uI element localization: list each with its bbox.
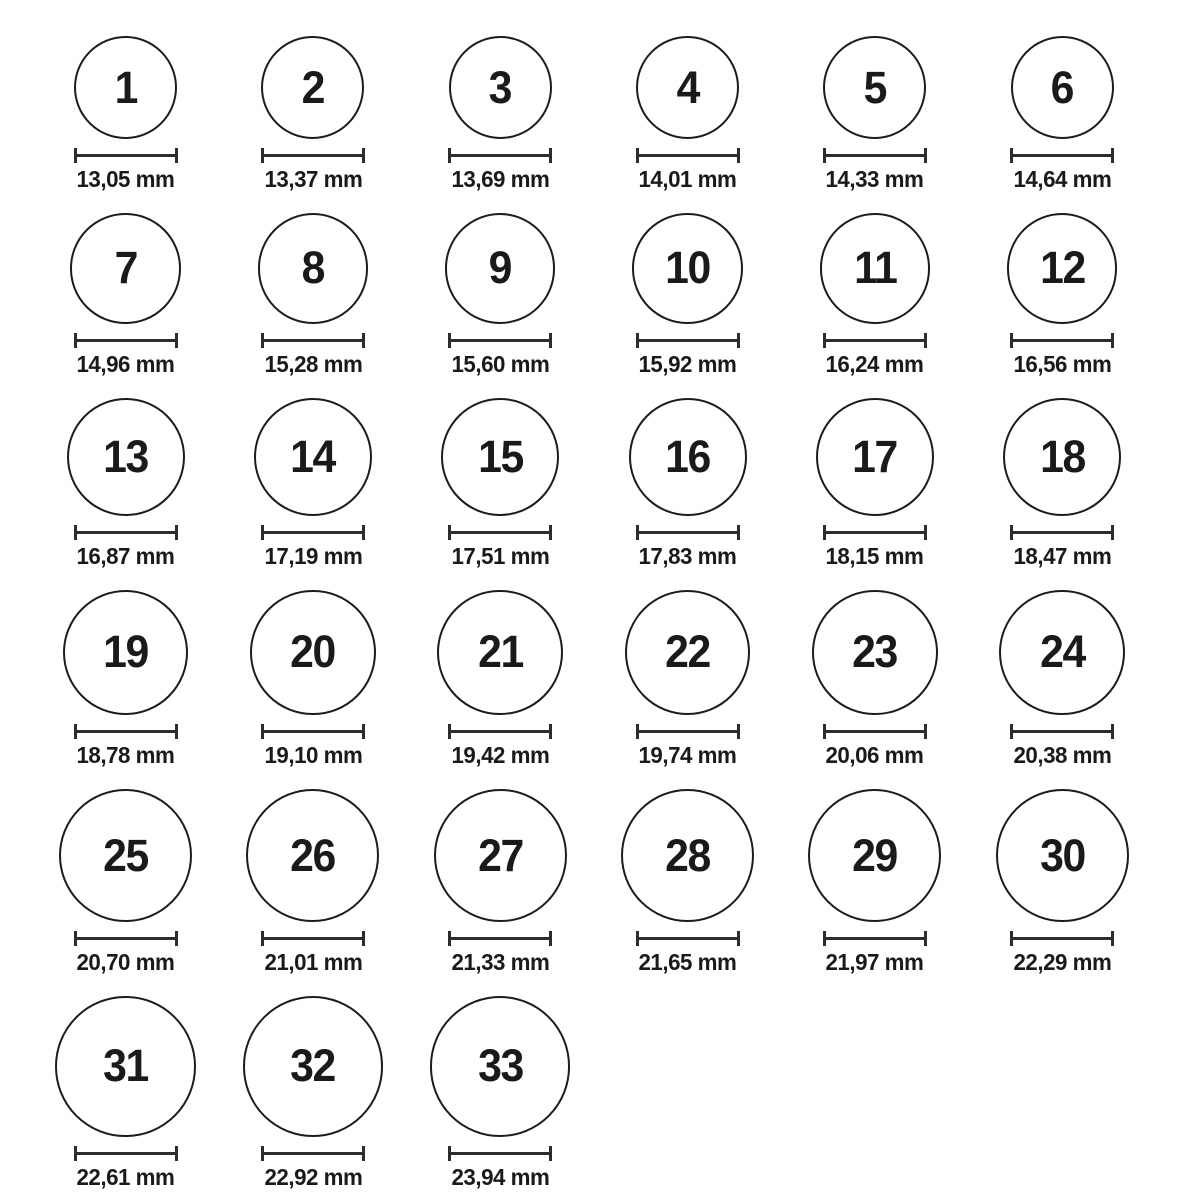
ring-size-number: 4 bbox=[676, 61, 699, 113]
diameter-measure-line bbox=[636, 333, 740, 348]
diameter-measure-line bbox=[823, 333, 927, 348]
ring-size-number: 7 bbox=[114, 242, 137, 294]
ring-size-item bbox=[968, 590, 1155, 770]
diameter-measure-line bbox=[636, 148, 740, 163]
ring-circle bbox=[812, 590, 938, 716]
diameter-label: 14,01 mm bbox=[638, 166, 737, 192]
diameter-bar bbox=[77, 937, 175, 940]
ring-size-row bbox=[32, 398, 1200, 570]
ring-size-number: 24 bbox=[1039, 626, 1085, 678]
ring-size-item bbox=[407, 398, 594, 570]
diameter-label: 16,24 mm bbox=[825, 350, 924, 377]
ring-circle bbox=[250, 590, 376, 716]
diameter-label: 13,69 mm bbox=[451, 166, 550, 192]
ring-circle bbox=[449, 36, 552, 139]
diameter-measure-line bbox=[448, 148, 552, 163]
diameter-label: 16,87 mm bbox=[76, 542, 175, 569]
ring-circle bbox=[59, 789, 192, 922]
diameter-label: 22,92 mm bbox=[264, 1163, 362, 1190]
ring-size-number: 18 bbox=[1039, 430, 1085, 482]
ring-size-item bbox=[968, 789, 1155, 976]
ring-circle bbox=[63, 590, 189, 716]
ring-size-item bbox=[32, 398, 219, 570]
ring-size-row bbox=[32, 213, 1200, 378]
diameter-measure-line bbox=[74, 1146, 178, 1161]
ring-size-number: 2 bbox=[301, 61, 325, 113]
ring-size-item bbox=[219, 36, 406, 193]
diameter-measure-line bbox=[636, 724, 740, 739]
ring-circle bbox=[437, 590, 563, 716]
diameter-label: 21,01 mm bbox=[264, 949, 362, 975]
ring-size-item bbox=[407, 213, 594, 378]
ring-size-item bbox=[32, 789, 219, 976]
ring-circle bbox=[70, 213, 181, 324]
diameter-measure-line bbox=[823, 724, 927, 739]
ring-size-number: 25 bbox=[103, 829, 148, 881]
ring-size-number: 6 bbox=[1050, 61, 1074, 113]
ring-size-item bbox=[781, 213, 968, 378]
diameter-measure-line bbox=[823, 931, 927, 946]
ring-size-number: 10 bbox=[665, 242, 710, 294]
ring-circle bbox=[441, 398, 559, 516]
ring-circle bbox=[823, 36, 926, 139]
diameter-bar bbox=[451, 937, 549, 940]
ring-size-number: 9 bbox=[489, 242, 512, 294]
diameter-bar bbox=[77, 1152, 175, 1155]
diameter-measure-line bbox=[74, 931, 178, 946]
ring-size-item bbox=[594, 213, 781, 378]
ring-circle bbox=[816, 398, 934, 516]
ring-size-item bbox=[32, 590, 219, 770]
diameter-measure-line bbox=[74, 148, 178, 163]
ring-size-number: 20 bbox=[290, 626, 336, 678]
diameter-measure-line bbox=[636, 931, 740, 946]
diameter-bar bbox=[639, 937, 737, 940]
ring-size-item bbox=[32, 36, 219, 193]
ring-size-number: 11 bbox=[853, 242, 896, 294]
diameter-label: 14,64 mm bbox=[1013, 166, 1112, 192]
ring-size-number: 5 bbox=[863, 61, 887, 113]
diameter-measure-line bbox=[823, 148, 927, 163]
diameter-measure-line bbox=[261, 333, 365, 348]
ring-size-item bbox=[32, 213, 219, 378]
diameter-bar bbox=[1013, 154, 1111, 157]
ring-circle bbox=[999, 590, 1125, 716]
diameter-measure-line bbox=[1010, 148, 1114, 163]
ring-circle bbox=[55, 996, 196, 1137]
ring-circle bbox=[636, 36, 739, 139]
diameter-measure-line bbox=[448, 724, 552, 739]
diameter-measure-line bbox=[74, 525, 178, 540]
ring-circle bbox=[621, 789, 754, 922]
diameter-bar bbox=[1013, 730, 1111, 733]
ring-size-number: 3 bbox=[489, 61, 512, 113]
ring-circle bbox=[1007, 213, 1118, 324]
ring-size-number: 12 bbox=[1039, 242, 1085, 294]
diameter-bar bbox=[1013, 339, 1111, 342]
diameter-measure-line bbox=[448, 931, 552, 946]
diameter-label: 21,97 mm bbox=[825, 949, 924, 975]
ring-circle bbox=[632, 213, 743, 324]
diameter-label: 20,70 mm bbox=[76, 949, 175, 975]
diameter-label: 18,78 mm bbox=[76, 742, 175, 768]
ring-size-item bbox=[781, 590, 968, 770]
diameter-label: 21,65 mm bbox=[638, 949, 737, 975]
diameter-label: 17,83 mm bbox=[638, 542, 737, 569]
diameter-label: 15,92 mm bbox=[638, 350, 737, 377]
ring-size-item bbox=[781, 398, 968, 570]
ring-size-item bbox=[781, 36, 968, 193]
diameter-bar bbox=[264, 154, 362, 157]
ring-size-number: 23 bbox=[852, 626, 898, 678]
ring-size-item bbox=[968, 213, 1155, 378]
diameter-label: 17,19 mm bbox=[264, 542, 362, 569]
diameter-measure-line bbox=[1010, 333, 1114, 348]
ring-size-number: 27 bbox=[477, 829, 523, 881]
ring-size-number: 30 bbox=[1039, 829, 1085, 881]
diameter-bar bbox=[639, 531, 737, 534]
diameter-label: 19,42 mm bbox=[451, 742, 550, 768]
ring-circle bbox=[74, 36, 177, 139]
diameter-measure-line bbox=[261, 1146, 365, 1161]
ring-size-row bbox=[32, 36, 1200, 193]
ring-size-item bbox=[594, 398, 781, 570]
ring-circle bbox=[1011, 36, 1114, 139]
diameter-label: 17,51 mm bbox=[451, 542, 550, 569]
ring-circle bbox=[625, 590, 751, 716]
diameter-bar bbox=[264, 937, 362, 940]
ring-size-number: 33 bbox=[477, 1040, 523, 1092]
diameter-bar bbox=[639, 339, 737, 342]
ring-size-item bbox=[781, 789, 968, 976]
diameter-bar bbox=[451, 1152, 549, 1155]
diameter-bar bbox=[264, 1152, 362, 1155]
diameter-bar bbox=[826, 339, 924, 342]
ring-circle bbox=[434, 789, 567, 922]
ring-size-item bbox=[32, 996, 219, 1191]
diameter-label: 20,06 mm bbox=[825, 742, 924, 768]
diameter-bar bbox=[826, 937, 924, 940]
diameter-label: 20,38 mm bbox=[1013, 742, 1112, 768]
ring-size-item bbox=[594, 590, 781, 770]
ring-size-item bbox=[219, 213, 406, 378]
diameter-measure-line bbox=[448, 1146, 552, 1161]
diameter-label: 13,37 mm bbox=[264, 166, 362, 192]
ring-size-item bbox=[219, 996, 406, 1191]
diameter-bar bbox=[451, 339, 549, 342]
diameter-label: 19,10 mm bbox=[264, 742, 362, 768]
ring-size-number: 32 bbox=[290, 1040, 336, 1092]
ring-size-number: 16 bbox=[665, 430, 710, 482]
ring-size-item bbox=[407, 789, 594, 976]
diameter-measure-line bbox=[448, 525, 552, 540]
ring-circle bbox=[996, 789, 1129, 922]
ring-circle bbox=[1003, 398, 1121, 516]
diameter-measure-line bbox=[1010, 525, 1114, 540]
diameter-bar bbox=[639, 154, 737, 157]
diameter-label: 21,33 mm bbox=[451, 949, 550, 975]
ring-size-item bbox=[968, 398, 1155, 570]
diameter-label: 14,96 mm bbox=[76, 350, 175, 377]
diameter-bar bbox=[77, 730, 175, 733]
diameter-label: 22,61 mm bbox=[76, 1163, 175, 1190]
ring-size-number: 28 bbox=[665, 829, 710, 881]
diameter-label: 16,56 mm bbox=[1013, 350, 1112, 377]
ring-size-number: 14 bbox=[290, 430, 336, 482]
diameter-measure-line bbox=[636, 525, 740, 540]
ring-circle bbox=[254, 398, 372, 516]
diameter-bar bbox=[451, 730, 549, 733]
diameter-label: 22,29 mm bbox=[1013, 949, 1112, 975]
diameter-measure-line bbox=[261, 525, 365, 540]
ring-circle bbox=[445, 213, 556, 324]
diameter-bar bbox=[264, 531, 362, 534]
ring-circle bbox=[243, 996, 384, 1137]
diameter-bar bbox=[77, 531, 175, 534]
diameter-label: 19,74 mm bbox=[638, 742, 737, 768]
diameter-bar bbox=[826, 154, 924, 157]
ring-circle bbox=[430, 996, 571, 1137]
ring-size-row bbox=[32, 996, 1200, 1191]
diameter-measure-line bbox=[261, 931, 365, 946]
ring-circle bbox=[67, 398, 185, 516]
diameter-bar bbox=[826, 730, 924, 733]
diameter-label: 13,05 mm bbox=[76, 166, 175, 192]
diameter-bar bbox=[451, 154, 549, 157]
ring-size-item bbox=[407, 590, 594, 770]
ring-circle bbox=[808, 789, 941, 922]
diameter-bar bbox=[264, 730, 362, 733]
ring-circle bbox=[258, 213, 369, 324]
diameter-measure-line bbox=[448, 333, 552, 348]
diameter-label: 15,60 mm bbox=[451, 350, 550, 377]
ring-circle bbox=[629, 398, 747, 516]
ring-size-row bbox=[32, 590, 1200, 770]
diameter-bar bbox=[77, 339, 175, 342]
diameter-measure-line bbox=[261, 148, 365, 163]
ring-size-number: 21 bbox=[477, 626, 523, 678]
ring-size-item bbox=[594, 789, 781, 976]
ring-size-item bbox=[219, 789, 406, 976]
diameter-label: 15,28 mm bbox=[264, 350, 362, 377]
diameter-bar bbox=[1013, 531, 1111, 534]
diameter-measure-line bbox=[74, 333, 178, 348]
diameter-label: 18,47 mm bbox=[1013, 542, 1112, 569]
ring-size-number: 1 bbox=[114, 61, 137, 113]
ring-size-item bbox=[407, 996, 594, 1191]
ring-size-number: 15 bbox=[477, 430, 523, 482]
ring-size-number: 31 bbox=[103, 1040, 148, 1092]
diameter-bar bbox=[451, 531, 549, 534]
diameter-label: 14,33 mm bbox=[825, 166, 924, 192]
ring-size-number: 19 bbox=[103, 626, 148, 678]
ring-size-item bbox=[219, 398, 406, 570]
diameter-label: 23,94 mm bbox=[451, 1163, 550, 1190]
diameter-bar bbox=[77, 154, 175, 157]
ring-size-item bbox=[219, 590, 406, 770]
diameter-bar bbox=[826, 531, 924, 534]
diameter-measure-line bbox=[261, 724, 365, 739]
diameter-measure-line bbox=[74, 724, 178, 739]
ring-size-number: 26 bbox=[290, 829, 336, 881]
ring-size-item bbox=[407, 36, 594, 193]
ring-circle bbox=[246, 789, 379, 922]
ring-size-number: 8 bbox=[301, 242, 325, 294]
diameter-measure-line bbox=[1010, 931, 1114, 946]
ring-size-number: 13 bbox=[103, 430, 148, 482]
diameter-bar bbox=[1013, 937, 1111, 940]
diameter-bar bbox=[639, 730, 737, 733]
ring-size-item bbox=[594, 36, 781, 193]
diameter-measure-line bbox=[1010, 724, 1114, 739]
ring-size-number: 22 bbox=[665, 626, 710, 678]
ring-size-number: 17 bbox=[852, 430, 898, 482]
ring-size-item bbox=[968, 36, 1155, 193]
ring-circle bbox=[261, 36, 364, 139]
ring-size-number: 29 bbox=[852, 829, 898, 881]
diameter-measure-line bbox=[823, 525, 927, 540]
diameter-bar bbox=[264, 339, 362, 342]
diameter-label: 18,15 mm bbox=[825, 542, 924, 569]
ring-size-row bbox=[32, 789, 1200, 976]
ring-circle bbox=[820, 213, 931, 324]
